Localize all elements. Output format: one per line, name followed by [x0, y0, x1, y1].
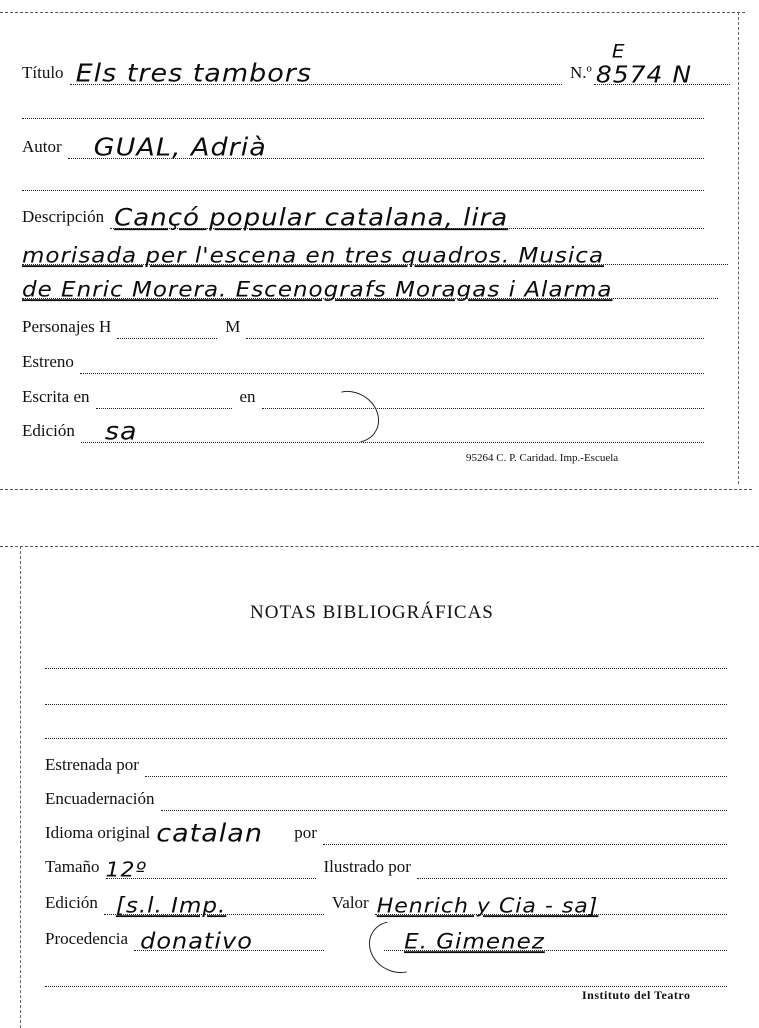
estrenada-row [45, 754, 727, 777]
estreno-row [22, 351, 704, 374]
autor-value: GUAL, Adrià [93, 133, 267, 162]
idioma-row [45, 819, 727, 848]
ilustrado-label: Ilustrado por [323, 857, 411, 876]
procedencia-label: Procedencia [45, 929, 129, 948]
numero-field [594, 39, 730, 88]
encuadernacion-label: Encuadernación [45, 789, 155, 808]
tamano-label: Tamaño [45, 857, 100, 876]
blank-line [22, 118, 704, 119]
descripcion-line-1 [110, 204, 704, 232]
encuadernacion-field [161, 788, 728, 811]
printer-imprint: 95264 C. P. Caridad. Imp.-Escuela [466, 452, 619, 464]
valor-label: Valor [331, 893, 369, 912]
descripcion-line-2 [22, 242, 728, 268]
estreno-label: Estreno [22, 352, 74, 371]
escrita-en-label: en [239, 387, 256, 406]
descripcion-text-3: de Enric Morera. Escenografs Moragas i Alarma [22, 278, 613, 302]
valor-value: Henrich y Cia - sa] [376, 895, 599, 918]
edicion-back-value: [s.l. Imp. [115, 894, 227, 918]
card-left-edge [20, 546, 21, 1028]
autor-row [22, 133, 704, 162]
descripcion-text-1: Cançó popular catalana, lira [114, 204, 509, 232]
personajes-m-label: M [225, 317, 241, 336]
titulo-row [22, 59, 562, 88]
encuadernacion-row [45, 788, 727, 811]
autor-label: Autor [22, 137, 62, 156]
personajes-row [22, 316, 704, 339]
edicion-label: Edición [22, 421, 75, 440]
numero-value: 8574 N [595, 61, 693, 88]
idioma-label: Idioma original [45, 823, 151, 842]
tamano-field [105, 856, 316, 882]
estreno-field [80, 351, 704, 374]
numero-label: N.º [570, 63, 592, 82]
blank-line [22, 190, 704, 191]
idioma-por-field [323, 822, 727, 845]
titulo-value: Els tres tambors [75, 59, 312, 88]
card-top-edge [0, 12, 745, 13]
ilustrado-field [417, 856, 727, 879]
idioma-por-label: por [294, 823, 317, 842]
procedencia-value-2: E. Gimenez [404, 930, 545, 954]
card-bottom-edge [0, 489, 752, 490]
card-top-edge [0, 546, 759, 547]
estrenada-field [145, 754, 727, 777]
notas-heading: NOTAS BIBLIOGRÁFICAS [250, 602, 494, 623]
blank-line [45, 704, 727, 705]
autor-field [68, 133, 704, 162]
idioma-value: catalan [156, 819, 263, 848]
tamano-row [45, 856, 727, 882]
numero-row [570, 39, 730, 88]
blank-line [45, 986, 727, 987]
titulo-field [70, 59, 562, 88]
blank-line [45, 668, 727, 669]
catalog-card-front [0, 0, 759, 495]
card-right-edge [738, 12, 739, 484]
procedencia-field-2 [384, 928, 727, 954]
personajes-m-field [246, 316, 704, 339]
numero-superscript: E [611, 39, 626, 62]
descripcion-row-3 [22, 276, 718, 302]
escrita-label: Escrita en [22, 387, 90, 406]
edicion-back-row [45, 892, 727, 918]
descripcion-row [22, 204, 704, 232]
idioma-field [156, 819, 286, 848]
titulo-label: Título [22, 63, 64, 82]
descripcion-line-3 [22, 276, 718, 302]
descripcion-row-2 [22, 242, 728, 268]
tamano-value: 12º [105, 859, 147, 882]
edicion-back-field [104, 892, 324, 918]
escrita-field [96, 386, 232, 409]
descripcion-label: Descripción [22, 207, 105, 226]
descripcion-text-2: morisada per l'escena en tres quadros. Musica [22, 244, 605, 268]
punch-hole-mark [359, 911, 434, 983]
catalog-card-back [0, 540, 759, 1028]
procedencia-field [134, 928, 324, 954]
personajes-h-field [117, 316, 217, 339]
valor-field [375, 892, 727, 918]
edicion-field [81, 417, 704, 446]
edicion-value: sa [104, 417, 138, 446]
procedencia-value: donativo [140, 928, 253, 954]
edicion-back-label: Edición [45, 893, 98, 912]
personajes-label: Personajes H [22, 317, 112, 336]
estrenada-label: Estrenada por [45, 755, 139, 774]
institution-imprint: Instituto del Teatro [582, 988, 691, 1002]
blank-line [45, 738, 727, 739]
